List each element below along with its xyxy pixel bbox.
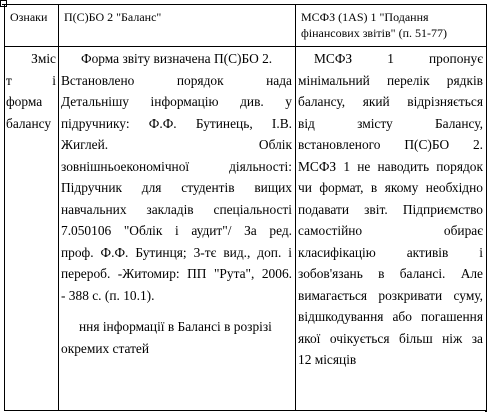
header-cell-msfz: МСФЗ (1АS) 1 "Подання фінансових звітів" (п. 51-77) (301, 10, 447, 40)
table-border-right (486, 4, 487, 411)
row-resize-handle[interactable] (485, 410, 487, 412)
row-label-cell: Зміс т і форма балансу (6, 51, 56, 131)
table-border-top (4, 4, 487, 5)
table-border-bottom (4, 410, 487, 411)
psbo-content-cell: Форма звіту визначена П(С)БО 2. Встановлено порядок нада Детальнішу інформацію див. у підручнику: Ф.Ф. Бутинець, І.В. Жиглей. Облік зовнішньоекономічної діяльності: Підручник для студентів вищих навчальних закладів спеціальності 7.050106 "Облік і аудит"/ За ред. проф. Ф.Ф. Бутинця; 3-тє вид., доп. і перероб. -Житомир: ПП "Рута", 2006. - 388 с. (п. 10.1). ння інформації в Балансі в розрізі окремих статей (61, 51, 292, 356)
msfz-content-cell: МСФЗ 1 пропонує мінімальний перелік рядків балансу, який відрізняється від змісту Балансу, встановленого П(С)БО 2. МСФЗ 1 не наводить порядок чи формат, в якому необхідно подавати звіт. Підприємство самостійно обирає класифікацію активів і зобов'язань в балансі. Але вимагається розкривати суму, відшкодування або погашення якої очікується більш ніж за 12 місяців (298, 51, 483, 367)
header-row-divider (4, 46, 487, 47)
header-cell-features: Ознаки (10, 10, 48, 24)
column-divider-2 (295, 4, 296, 411)
column-divider-1 (58, 4, 59, 411)
table-border-left (4, 4, 5, 411)
header-cell-psbo: П(С)БО 2 "Баланс" (64, 10, 162, 24)
